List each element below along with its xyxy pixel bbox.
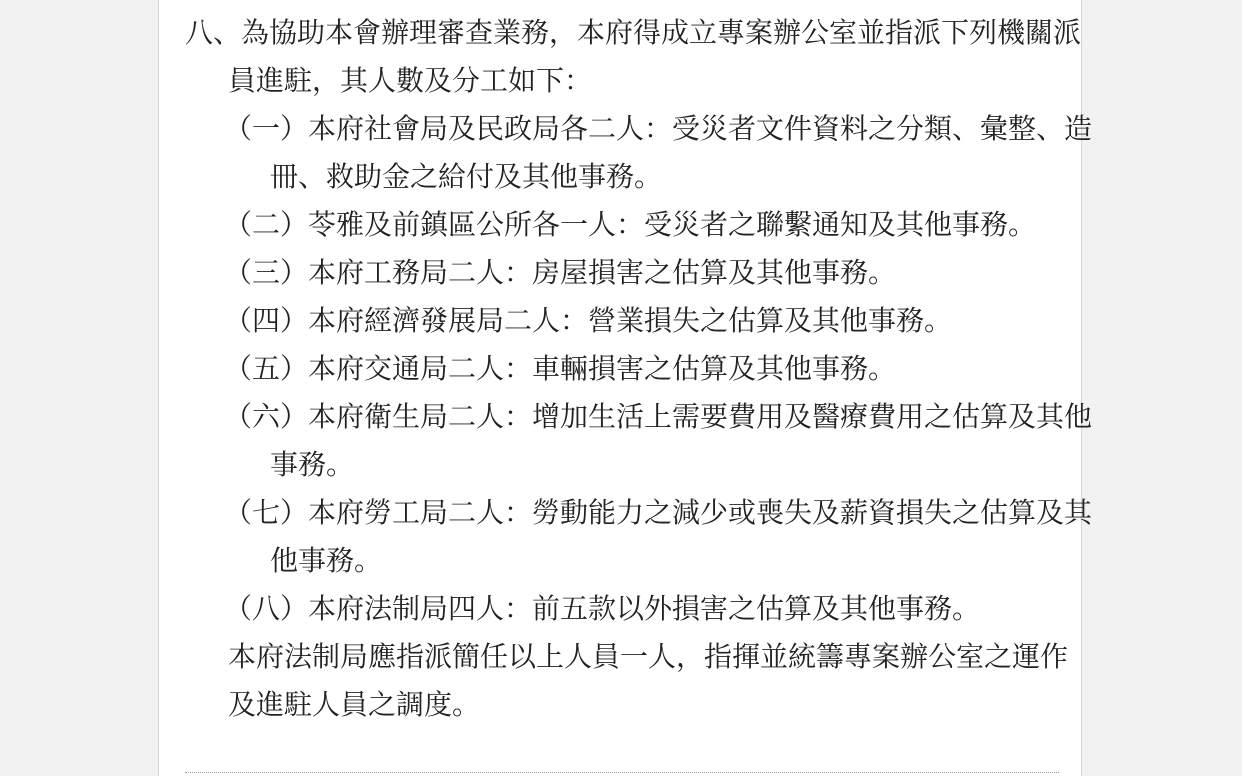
list-item-4 — [185, 297, 1165, 345]
item-label: （三） — [224, 256, 309, 289]
list-item-3 — [185, 249, 1165, 297]
list-item-6 — [185, 393, 1165, 441]
item-text: 苓雅及前鎮區公所各一人：受災者之聯繫通知及其他事務。 — [308, 208, 1037, 241]
item-text: 本府法制局四人：前五款以外損害之估算及其他事務。 — [308, 592, 981, 625]
list-item-5 — [185, 345, 1165, 393]
section-heading-continuation: 員進駐，其人數及分工如下： — [228, 64, 593, 97]
item-label: （二） — [224, 208, 309, 241]
list-item-1 — [185, 105, 1165, 153]
item-label: （一） — [224, 112, 309, 145]
item-text: 本府交通局二人：車輛損害之估算及其他事務。 — [308, 352, 897, 385]
list-item-6-continuation: 事務。 — [270, 448, 355, 481]
item-text: 本府工務局二人：房屋損害之估算及其他事務。 — [308, 256, 897, 289]
closing-paragraph-line-1: 本府法制局應指派簡任以上人員一人，指揮並統籌專案辦公室之運作 — [228, 640, 1069, 673]
list-item-7-continuation: 他事務。 — [270, 544, 383, 577]
list-item-8 — [185, 585, 1165, 633]
item-label: （四） — [224, 304, 309, 337]
section-heading: 八、為協助本會辦理審查業務，本府得成立專案辦公室並指派下列機關派 — [185, 16, 1082, 49]
list-item-7 — [185, 489, 1165, 537]
list-item-1-continuation: 冊、救助金之給付及其他事務。 — [270, 160, 663, 193]
item-text: 本府衛生局二人：增加生活上需要費用及醫療費用之估算及其他 — [308, 400, 1093, 433]
item-text: 本府社會局及民政局各二人：受災者文件資料之分類、彙整、造 — [308, 112, 1093, 145]
item-label: （六） — [224, 400, 309, 433]
closing-paragraph-line-2: 及進駐人員之調度。 — [228, 688, 481, 721]
item-text: 本府經濟發展局二人：營業損失之估算及其他事務。 — [308, 304, 953, 337]
document-body — [185, 9, 1165, 729]
item-text: 本府勞工局二人：勞動能力之減少或喪失及薪資損失之估算及其 — [308, 496, 1093, 529]
list-item-2 — [185, 201, 1165, 249]
item-label: （五） — [224, 352, 309, 385]
item-label: （七） — [224, 496, 309, 529]
document-page — [158, 0, 1093, 776]
item-label: （八） — [224, 592, 309, 625]
page-divider — [185, 772, 1059, 773]
